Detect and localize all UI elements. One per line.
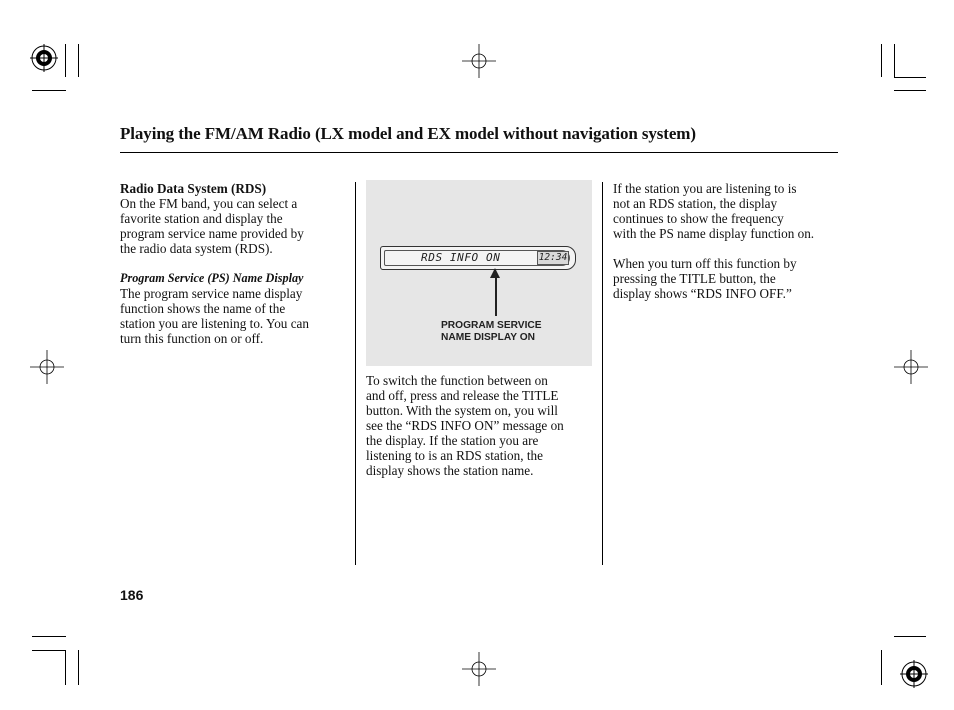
title-divider (120, 152, 838, 153)
paragraph-line: turn this function on or off. (120, 331, 264, 346)
right-column (613, 181, 849, 301)
radio-display-panel (380, 246, 576, 270)
section-heading: Radio Data System (RDS) (120, 181, 267, 196)
lcd-clock: 12:34 (538, 252, 568, 263)
paragraph-line: and off, press and release the TITLE (366, 388, 559, 403)
paragraph-line: with the PS name display function on. (613, 226, 815, 241)
paragraph-line: the radio data system (RDS). (120, 241, 273, 256)
crosshair-icon (894, 350, 928, 384)
figure-callout (441, 320, 581, 343)
paragraph-line: When you turn off this function by (613, 256, 797, 271)
callout-line: PROGRAM SERVICE (441, 320, 542, 331)
page-title: Playing the FM/AM Radio (LX model and EX model without navigation system) (120, 124, 696, 143)
left-column (120, 181, 350, 346)
paragraph-line: function shows the name of the (120, 301, 286, 316)
paragraph-line: button. With the system on, you will (366, 403, 558, 418)
crosshair-icon (462, 652, 496, 686)
paragraph-line: On the FM band, you can select a (120, 196, 298, 211)
lcd-window (384, 250, 570, 266)
callout-line: NAME DISPLAY ON (441, 331, 535, 343)
paragraph-line: see the “RDS INFO ON” message on (366, 418, 564, 433)
paragraph-line: To switch the function between on (366, 373, 548, 388)
pointer-arrow-line (495, 276, 497, 316)
radio-display-illustration (366, 180, 592, 366)
paragraph-line: listening to is an RDS station, the (366, 448, 543, 463)
registration-target-icon (30, 44, 58, 72)
subsection-heading: Program Service (PS) Name Display (120, 271, 304, 285)
paragraph-line: If the station you are listening to is (613, 181, 797, 196)
column-divider (602, 182, 603, 565)
paragraph-line: the display. If the station you are (366, 433, 539, 448)
paragraph-line: pressing the TITLE button, the (613, 271, 776, 286)
crosshair-icon (30, 350, 64, 384)
column-divider (355, 182, 356, 565)
crosshair-icon (462, 44, 496, 78)
paragraph-line: display shows “RDS INFO OFF.” (613, 286, 792, 301)
registration-target-icon (900, 660, 928, 688)
paragraph-line: continues to show the frequency (613, 211, 784, 226)
paragraph-line: station you are listening to. You can (120, 316, 310, 331)
page-number: 186 (120, 587, 144, 603)
paragraph-line: The program service name display (120, 286, 303, 301)
paragraph-line: display shows the station name. (366, 463, 534, 478)
middle-column (366, 373, 600, 478)
paragraph-line: favorite station and display the (120, 211, 283, 226)
paragraph-line: not an RDS station, the display (613, 196, 778, 211)
lcd-message: RDS INFO ON (421, 251, 501, 264)
paragraph-line: program service name provided by (120, 226, 304, 241)
